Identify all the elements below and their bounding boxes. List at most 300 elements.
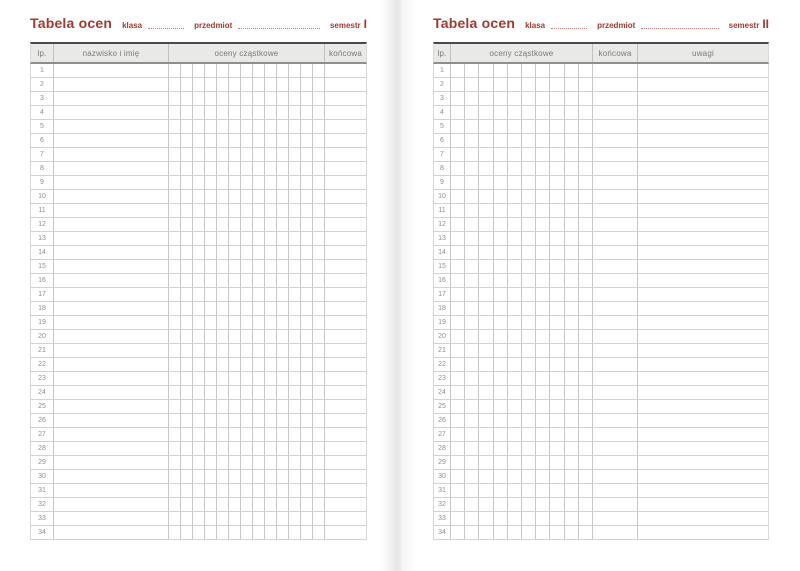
column-header-final-grade: końcowa xyxy=(592,44,637,62)
grade-cell xyxy=(276,428,288,441)
table-row xyxy=(433,386,769,400)
grade-cell xyxy=(521,344,535,357)
grade-cell xyxy=(216,274,228,287)
grade-cell xyxy=(228,162,240,175)
row-number: 6 xyxy=(40,137,44,144)
grade-cell xyxy=(264,344,276,357)
grade-cell xyxy=(264,400,276,413)
grade-cell xyxy=(192,232,204,245)
grade-cell xyxy=(478,316,492,329)
notes-cell xyxy=(637,190,768,203)
table-row xyxy=(433,204,769,218)
name-cell xyxy=(53,120,168,133)
grade-cell xyxy=(180,498,192,511)
grade-cell xyxy=(507,526,521,539)
grade-cell xyxy=(180,512,192,525)
row-number: 22 xyxy=(438,361,446,368)
grade-cell xyxy=(507,190,521,203)
grade-cell xyxy=(464,106,478,119)
grade-cell xyxy=(464,316,478,329)
table-row xyxy=(30,344,367,358)
row-number: 34 xyxy=(438,529,446,536)
table-row xyxy=(30,232,367,246)
grade-cell xyxy=(549,106,563,119)
final-grade-cell xyxy=(324,428,366,441)
grade-cell xyxy=(228,330,240,343)
grade-cell xyxy=(288,498,300,511)
row-number: 3 xyxy=(40,95,44,102)
final-grade-cell xyxy=(592,78,637,91)
grade-cell xyxy=(216,400,228,413)
table-row xyxy=(433,148,769,162)
notes-cell xyxy=(637,148,768,161)
grade-cell xyxy=(493,512,507,525)
grade-cell xyxy=(478,246,492,259)
name-cell xyxy=(53,274,168,287)
grade-cell xyxy=(478,414,492,427)
grade-cell xyxy=(564,526,578,539)
grade-cell xyxy=(240,428,252,441)
notes-cell xyxy=(637,330,768,343)
grade-cell xyxy=(204,260,216,273)
grade-cell xyxy=(464,512,478,525)
name-cell xyxy=(53,232,168,245)
grade-table xyxy=(433,42,769,540)
grade-cell xyxy=(535,344,549,357)
grade-cell xyxy=(168,372,180,385)
table-row xyxy=(433,190,769,204)
grade-cell xyxy=(535,386,549,399)
grade-cell xyxy=(204,64,216,77)
row-number: 27 xyxy=(438,431,446,438)
grade-cell xyxy=(464,232,478,245)
grade-cell xyxy=(549,442,563,455)
grade-cell xyxy=(312,232,324,245)
row-number: 21 xyxy=(438,347,446,354)
final-grade-cell xyxy=(592,484,637,497)
grade-cell xyxy=(276,246,288,259)
row-number: 18 xyxy=(438,305,446,312)
grade-cell xyxy=(240,106,252,119)
grade-cell xyxy=(204,400,216,413)
grade-cell xyxy=(507,176,521,189)
grade-cell xyxy=(312,92,324,105)
grade-cell xyxy=(507,106,521,119)
grade-cell xyxy=(240,442,252,455)
name-cell xyxy=(53,442,168,455)
grade-cell xyxy=(521,386,535,399)
final-grade-cell xyxy=(592,190,637,203)
row-number: 15 xyxy=(438,263,446,270)
grade-cell xyxy=(578,344,592,357)
grade-cell xyxy=(216,442,228,455)
grade-cell xyxy=(312,302,324,315)
final-grade-cell xyxy=(324,456,366,469)
row-number: 2 xyxy=(440,81,444,88)
grade-cell xyxy=(450,218,464,231)
row-number: 27 xyxy=(38,431,46,438)
grade-cell xyxy=(180,428,192,441)
grade-cell xyxy=(228,274,240,287)
grade-cell xyxy=(535,176,549,189)
grade-cell xyxy=(168,358,180,371)
grade-cell xyxy=(549,358,563,371)
table-row xyxy=(30,400,367,414)
name-cell xyxy=(53,148,168,161)
grade-cell xyxy=(228,498,240,511)
grade-cell xyxy=(264,526,276,539)
grade-cell xyxy=(252,400,264,413)
table-row xyxy=(433,358,769,372)
grade-cell xyxy=(216,428,228,441)
grade-cell xyxy=(300,372,312,385)
table-row xyxy=(433,302,769,316)
grade-cell xyxy=(288,316,300,329)
grade-cell xyxy=(478,162,492,175)
grade-cell xyxy=(180,400,192,413)
row-number: 28 xyxy=(438,445,446,452)
grade-cell xyxy=(535,400,549,413)
grade-cell xyxy=(535,470,549,483)
final-grade-cell xyxy=(592,64,637,77)
final-grade-cell xyxy=(592,414,637,427)
table-body xyxy=(433,64,769,540)
grade-cell xyxy=(564,162,578,175)
semestr-label: semestr xyxy=(728,21,760,30)
table-row xyxy=(30,414,367,428)
grade-cell xyxy=(204,316,216,329)
grade-cell xyxy=(192,512,204,525)
grade-cell xyxy=(312,78,324,91)
name-cell xyxy=(53,176,168,189)
page-header xyxy=(433,13,769,33)
grade-cell xyxy=(228,134,240,147)
grade-cell xyxy=(204,372,216,385)
grade-cell xyxy=(564,246,578,259)
row-number: 22 xyxy=(38,361,46,368)
grade-cell xyxy=(180,64,192,77)
grade-cell xyxy=(180,526,192,539)
semestr-numeral: II xyxy=(762,17,769,31)
row-number: 23 xyxy=(438,375,446,382)
grade-cell xyxy=(168,330,180,343)
column-header-final-grade: końcowa xyxy=(324,44,366,62)
grade-cell xyxy=(216,176,228,189)
grade-cell xyxy=(464,526,478,539)
grade-cell xyxy=(549,428,563,441)
table-row xyxy=(433,316,769,330)
grade-cell xyxy=(300,120,312,133)
final-grade-cell xyxy=(324,498,366,511)
row-number: 2 xyxy=(40,81,44,88)
notes-cell xyxy=(637,204,768,217)
grade-cell xyxy=(216,246,228,259)
grade-cell xyxy=(288,190,300,203)
grade-cell xyxy=(288,470,300,483)
grade-cell xyxy=(252,470,264,483)
grade-cell xyxy=(288,330,300,343)
grade-cell xyxy=(168,120,180,133)
grade-cell xyxy=(493,120,507,133)
grade-cell xyxy=(228,106,240,119)
grade-cell xyxy=(464,176,478,189)
grade-cell xyxy=(464,218,478,231)
grade-cell xyxy=(276,442,288,455)
table-row xyxy=(30,176,367,190)
grade-cell xyxy=(564,498,578,511)
grade-cell xyxy=(564,456,578,469)
grade-cell xyxy=(300,512,312,525)
grade-cell xyxy=(535,92,549,105)
name-cell xyxy=(53,260,168,273)
grade-cell xyxy=(564,428,578,441)
notes-cell xyxy=(637,372,768,385)
grade-cell xyxy=(252,428,264,441)
grade-cell xyxy=(264,148,276,161)
grade-cell xyxy=(168,246,180,259)
grade-cell xyxy=(180,358,192,371)
grade-cell xyxy=(507,78,521,91)
grade-cell xyxy=(240,316,252,329)
grade-cell xyxy=(521,526,535,539)
grade-cell xyxy=(228,260,240,273)
final-grade-cell xyxy=(324,232,366,245)
grade-cell xyxy=(521,442,535,455)
row-number: 32 xyxy=(38,501,46,508)
grade-cell xyxy=(168,106,180,119)
klasa-label: klasa xyxy=(525,21,546,30)
grade-cell xyxy=(535,134,549,147)
page-right xyxy=(433,0,769,540)
grade-cell xyxy=(240,64,252,77)
notes-cell xyxy=(637,218,768,231)
final-grade-cell xyxy=(324,246,366,259)
row-number: 25 xyxy=(438,403,446,410)
grade-cell xyxy=(204,386,216,399)
grade-cell xyxy=(228,232,240,245)
grade-cell xyxy=(180,176,192,189)
grade-cell xyxy=(204,414,216,427)
grade-cell xyxy=(578,148,592,161)
grade-cell xyxy=(204,484,216,497)
row-number: 11 xyxy=(38,207,46,214)
grade-cell xyxy=(450,78,464,91)
row-number: 9 xyxy=(40,179,44,186)
name-cell xyxy=(53,484,168,497)
grade-cell xyxy=(204,302,216,315)
notes-cell xyxy=(637,470,768,483)
grade-cell xyxy=(288,246,300,259)
grade-cell xyxy=(168,456,180,469)
final-grade-cell xyxy=(592,498,637,511)
grade-cell xyxy=(288,456,300,469)
grade-cell xyxy=(264,302,276,315)
grade-cell xyxy=(564,288,578,301)
grade-cell xyxy=(264,288,276,301)
final-grade-cell xyxy=(592,400,637,413)
grade-cell xyxy=(578,456,592,469)
grade-cell xyxy=(252,498,264,511)
grade-cell xyxy=(464,386,478,399)
grade-cell xyxy=(464,260,478,273)
grade-cell xyxy=(312,218,324,231)
name-cell xyxy=(53,498,168,511)
table-row xyxy=(30,120,367,134)
grade-cell xyxy=(216,316,228,329)
grade-cell xyxy=(228,302,240,315)
semestr-label: semestr xyxy=(329,21,361,30)
final-grade-cell xyxy=(324,78,366,91)
final-grade-cell xyxy=(324,120,366,133)
grade-cell xyxy=(276,414,288,427)
row-number: 24 xyxy=(438,389,446,396)
grade-cell xyxy=(549,470,563,483)
final-grade-cell xyxy=(592,218,637,231)
grade-cell xyxy=(228,484,240,497)
grade-cell xyxy=(300,484,312,497)
grade-cell xyxy=(535,372,549,385)
table-row xyxy=(433,372,769,386)
grade-cell xyxy=(464,456,478,469)
grade-cell xyxy=(507,218,521,231)
grade-cell xyxy=(521,260,535,273)
grade-cell xyxy=(312,330,324,343)
table-row xyxy=(433,78,769,92)
grade-cell xyxy=(578,512,592,525)
grade-cell xyxy=(478,400,492,413)
row-number: 17 xyxy=(38,291,46,298)
grade-cell xyxy=(216,512,228,525)
table-row xyxy=(30,316,367,330)
name-cell xyxy=(53,330,168,343)
final-grade-cell xyxy=(592,512,637,525)
grade-cell xyxy=(204,274,216,287)
grade-cell xyxy=(450,526,464,539)
name-cell xyxy=(53,526,168,539)
grade-cell xyxy=(204,470,216,483)
grade-cell xyxy=(240,386,252,399)
grade-cell xyxy=(521,372,535,385)
table-row xyxy=(433,400,769,414)
row-number: 10 xyxy=(438,193,446,200)
row-number: 30 xyxy=(38,473,46,480)
grade-cell xyxy=(168,316,180,329)
final-grade-cell xyxy=(324,414,366,427)
grade-cell xyxy=(168,260,180,273)
notes-cell xyxy=(637,484,768,497)
grade-cell xyxy=(578,134,592,147)
grade-cell xyxy=(180,414,192,427)
grade-cell xyxy=(300,162,312,175)
grade-cell xyxy=(168,92,180,105)
grade-cell xyxy=(192,330,204,343)
name-cell xyxy=(53,358,168,371)
grade-cell xyxy=(204,134,216,147)
grade-cell xyxy=(300,148,312,161)
table-row xyxy=(433,274,769,288)
final-grade-cell xyxy=(592,288,637,301)
table-header xyxy=(433,42,769,64)
grade-cell xyxy=(564,232,578,245)
grade-cell xyxy=(464,484,478,497)
row-number: 5 xyxy=(440,123,444,130)
final-grade-cell xyxy=(592,330,637,343)
grade-cell xyxy=(288,274,300,287)
grade-cell xyxy=(180,246,192,259)
row-number: 28 xyxy=(38,445,46,452)
grade-cell xyxy=(564,260,578,273)
grade-cell xyxy=(204,288,216,301)
grade-cell xyxy=(578,204,592,217)
grade-cell xyxy=(276,316,288,329)
grade-cell xyxy=(464,64,478,77)
grade-cell xyxy=(192,134,204,147)
grade-cell xyxy=(288,428,300,441)
grade-cell xyxy=(312,372,324,385)
notes-cell xyxy=(637,232,768,245)
grade-cell xyxy=(464,92,478,105)
row-number: 17 xyxy=(438,291,446,298)
grade-cell xyxy=(300,246,312,259)
table-row xyxy=(30,260,367,274)
table-row xyxy=(433,64,769,78)
grade-cell xyxy=(535,316,549,329)
grade-cell xyxy=(228,148,240,161)
grade-cell xyxy=(300,330,312,343)
grade-cell xyxy=(535,302,549,315)
grade-cell xyxy=(450,428,464,441)
grade-cell xyxy=(204,218,216,231)
grade-cell xyxy=(578,190,592,203)
grade-cell xyxy=(228,92,240,105)
grade-cell xyxy=(507,134,521,147)
table-row xyxy=(433,512,769,526)
grade-cell xyxy=(535,204,549,217)
grade-cell xyxy=(264,470,276,483)
grade-cell xyxy=(493,344,507,357)
grade-cell xyxy=(312,274,324,287)
grade-cell xyxy=(507,260,521,273)
row-number: 12 xyxy=(438,221,446,228)
grade-cell xyxy=(535,246,549,259)
grade-cell xyxy=(252,176,264,189)
grade-cell xyxy=(521,106,535,119)
grade-cell xyxy=(464,302,478,315)
grade-cell xyxy=(228,344,240,357)
klasa-label: klasa xyxy=(122,21,143,30)
grade-cell xyxy=(252,204,264,217)
grade-cell xyxy=(168,162,180,175)
grade-cell xyxy=(240,288,252,301)
grade-cell xyxy=(300,78,312,91)
final-grade-cell xyxy=(592,428,637,441)
table-row xyxy=(433,470,769,484)
grade-cell xyxy=(252,512,264,525)
grade-cell xyxy=(276,134,288,147)
grade-cell xyxy=(252,288,264,301)
name-cell xyxy=(53,316,168,329)
table-row xyxy=(30,288,367,302)
grade-cell xyxy=(228,64,240,77)
grade-cell xyxy=(493,372,507,385)
grade-cell xyxy=(252,148,264,161)
grade-cell xyxy=(192,288,204,301)
grade-cell xyxy=(228,190,240,203)
grade-cell xyxy=(300,358,312,371)
grade-cell xyxy=(204,358,216,371)
name-cell xyxy=(53,92,168,105)
grade-cell xyxy=(192,218,204,231)
